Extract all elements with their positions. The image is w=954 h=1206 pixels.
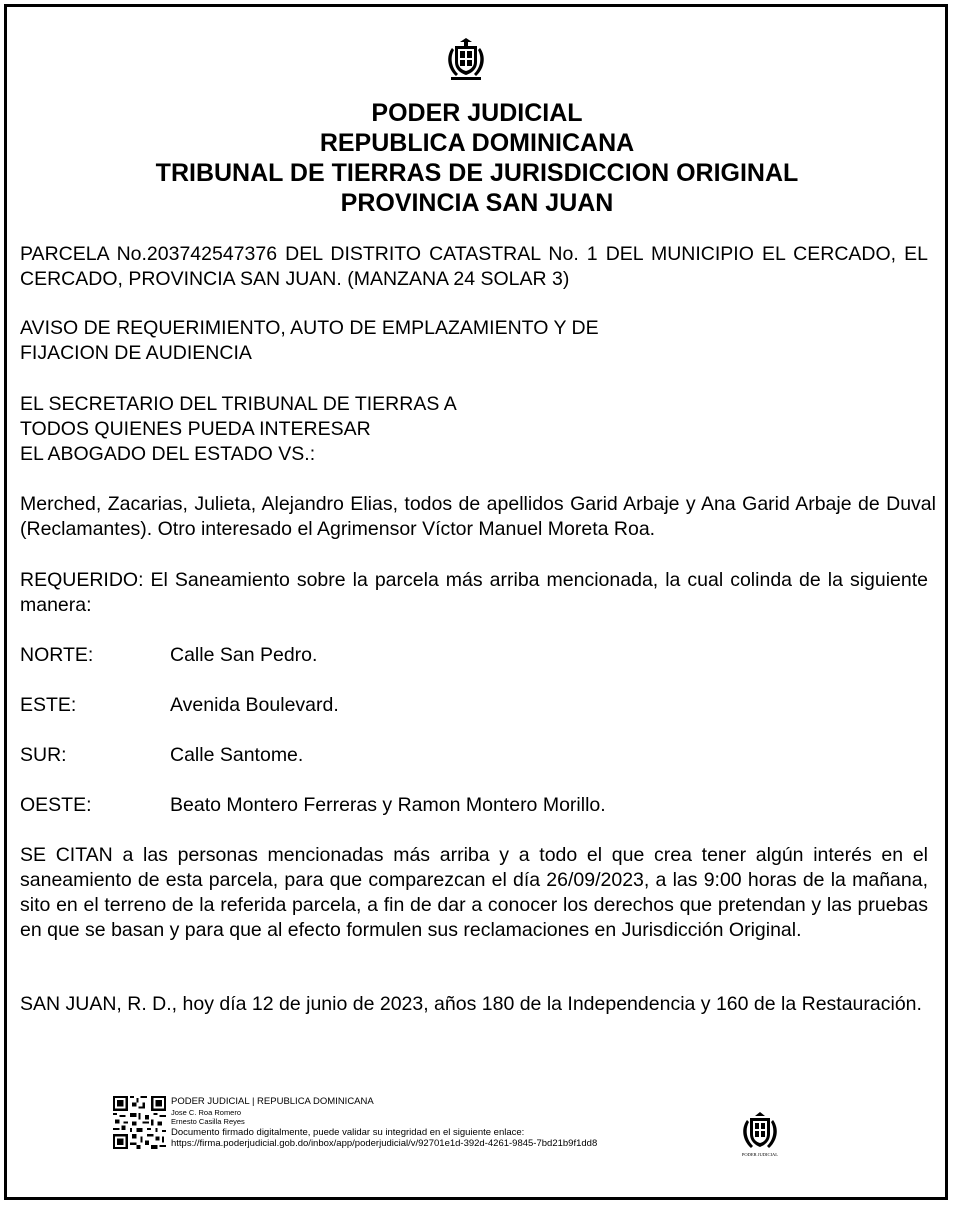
addressee-line-3: EL ABOGADO DEL ESTADO VS.: <box>20 443 316 465</box>
footer-institution: PODER JUDICIAL | REPUBLICA DOMINICANA <box>171 1096 374 1107</box>
footer-signer-2: Ernesto Casilla Reyes <box>171 1117 245 1126</box>
required-paragraph: REQUERIDO: El Saneamiento sobre la parcela más arriba mencionada, la cual colinda de la siguiente manera: <box>20 569 928 616</box>
footer-validation: Documento firmado digitalmente, puede validar su integridad en el siguiente enlace: <box>171 1126 525 1138</box>
header-line-4: PROVINCIA SAN JUAN <box>340 189 614 217</box>
boundary-south <box>20 743 928 768</box>
citation-paragraph: SE CITAN a las personas mencionadas más arriba y a todo el que crea tener algún interés en el saneamiento de esta parcela, para que comparezcan el día 26/09/2023, a las 9:00 horas de la mañana, sito en el terreno de la referida parcela, a fin de dar a conocer los derechos que pretendan y las pruebas en que se basan y para que al efecto formulen sus reclamaciones en Jurisdicción Original. <box>20 844 928 941</box>
footer-seal-label: PODER JUDICIAL <box>741 1152 779 1157</box>
boundary-label: SUR: <box>20 744 67 766</box>
footer-signer-1: Jose C. Roa Romero <box>171 1107 242 1117</box>
boundary-label: NORTE: <box>20 644 94 666</box>
parties-paragraph: Merched, Zacarias, Julieta, Alejandro Elias, todos de apellidos Garid Arbaje y Ana Garid Arbaje de Duval (Reclamantes). Otro interesado el Agrimensor Víctor Manuel Moreta Roa. <box>20 493 936 540</box>
header-line-1: PODER JUDICIAL <box>371 99 583 127</box>
boundary-label: ESTE: <box>20 694 77 716</box>
addressee-line-1: EL SECRETARIO DEL TRIBUNAL DE TIERRAS A <box>20 393 457 415</box>
header-line-3: TRIBUNAL DE TIERRAS DE JURISDICCION ORIGINAL <box>155 159 799 187</box>
boundary-value: Avenida Boulevard. <box>170 694 339 716</box>
signature-info <box>171 1096 597 1150</box>
digital-signature-footer <box>113 1096 813 1166</box>
addressee-block <box>20 392 928 467</box>
notice-line-1: AVISO DE REQUERIMIENTO, AUTO DE EMPLAZAMIENTO Y DE <box>20 317 599 339</box>
closing-paragraph: SAN JUAN, R. D., hoy día 12 de junio de 2023, años 180 de la Independencia y 160 de la Restauración. <box>20 993 922 1015</box>
qr-code-icon[interactable] <box>113 1096 166 1149</box>
document-header <box>0 98 954 218</box>
boundary-west <box>20 793 928 818</box>
header-line-2: REPUBLICA DOMINICANA <box>319 129 635 157</box>
coat-of-arms-icon <box>443 36 489 82</box>
boundary-value: Beato Montero Ferreras y Ramon Montero Morillo. <box>170 794 606 816</box>
boundary-label: OESTE: <box>20 794 92 816</box>
boundary-value: Calle San Pedro. <box>170 644 318 666</box>
addressee-line-2: TODOS QUIENES PUEDA INTERESAR <box>20 418 371 440</box>
boundary-north <box>20 643 928 668</box>
parcel-paragraph: PARCELA No.203742547376 DEL DISTRITO CATASTRAL No. 1 DEL MUNICIPIO EL CERCADO, EL CERCADO, PROVINCIA SAN JUAN. (MANZANA 24 SOLAR 3) <box>20 243 928 290</box>
boundary-value: Calle Santome. <box>170 744 304 766</box>
notice-line-2: FIJACION DE AUDIENCIA <box>20 342 252 364</box>
footer-url-link[interactable]: https://firma.poderjudicial.gob.do/inbox/app/poderjudicial/v/92701e1d-392d-4261-9845-7bd21b9f1dd8 <box>171 1138 598 1149</box>
boundary-east <box>20 693 928 718</box>
notice-title <box>20 316 928 366</box>
